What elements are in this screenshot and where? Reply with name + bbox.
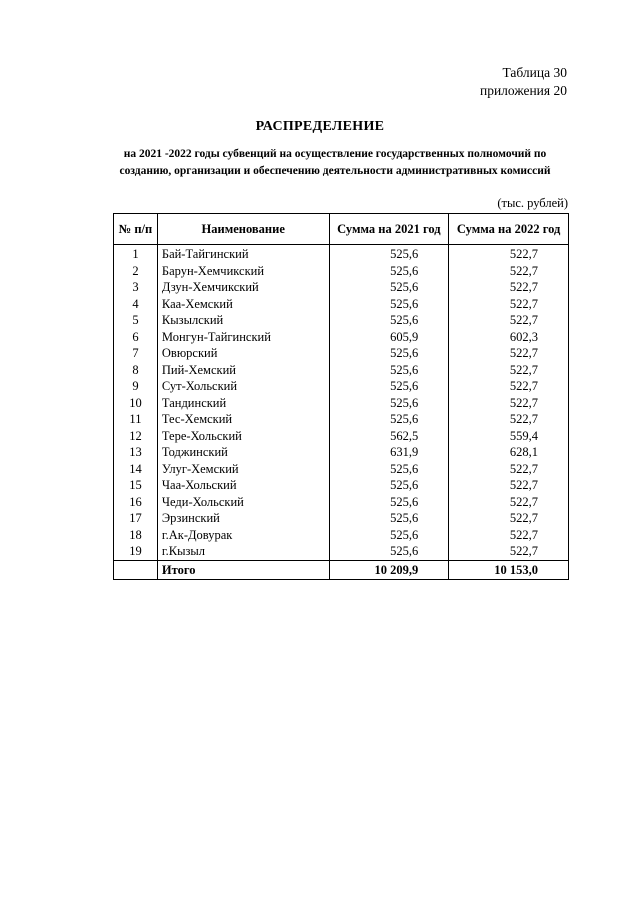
row-number: 1 bbox=[114, 245, 158, 263]
row-number: 5 bbox=[114, 312, 158, 329]
amount-2021: 525,6 bbox=[329, 362, 449, 379]
total-row bbox=[114, 560, 569, 579]
district-name: Дзун-Хемчикский bbox=[157, 279, 329, 296]
amount-2021: 562,5 bbox=[329, 428, 449, 445]
table-row bbox=[114, 411, 569, 428]
row-number: 11 bbox=[114, 411, 158, 428]
amount-2021: 525,6 bbox=[329, 494, 449, 511]
amount-2021: 525,6 bbox=[329, 378, 449, 395]
district-name: Монгун-Тайгинский bbox=[157, 329, 329, 346]
amount-2021: 525,6 bbox=[329, 263, 449, 280]
row-number: 13 bbox=[114, 444, 158, 461]
amount-2022: 522,7 bbox=[449, 245, 569, 263]
district-name: Бай-Тайгинский bbox=[157, 245, 329, 263]
amount-2022: 522,7 bbox=[449, 296, 569, 313]
table-header-row bbox=[114, 214, 569, 245]
amount-2021: 525,6 bbox=[329, 312, 449, 329]
district-name: Чаа-Хольский bbox=[157, 477, 329, 494]
amount-2021: 525,6 bbox=[329, 296, 449, 313]
district-name: Тере-Хольский bbox=[157, 428, 329, 445]
table-row bbox=[114, 345, 569, 362]
amount-2022: 522,7 bbox=[449, 263, 569, 280]
district-name: Сут-Хольский bbox=[157, 378, 329, 395]
table-row bbox=[114, 279, 569, 296]
amount-2022: 602,3 bbox=[449, 329, 569, 346]
row-number: 3 bbox=[114, 279, 158, 296]
total-label: Итого bbox=[157, 560, 329, 579]
column-header-number: № п/п bbox=[114, 214, 158, 245]
table-reference bbox=[480, 64, 567, 100]
row-number: 16 bbox=[114, 494, 158, 511]
amount-2021: 525,6 bbox=[329, 461, 449, 478]
table-row bbox=[114, 527, 569, 544]
row-number: 17 bbox=[114, 510, 158, 527]
amount-2022: 522,7 bbox=[449, 411, 569, 428]
row-number: 12 bbox=[114, 428, 158, 445]
total-2021: 10 209,9 bbox=[329, 560, 449, 579]
district-name: Пий-Хемский bbox=[157, 362, 329, 379]
document-title: РАСПРЕДЕЛЕНИЕ bbox=[255, 119, 385, 134]
district-name: Кызылский bbox=[157, 312, 329, 329]
amount-2021: 525,6 bbox=[329, 345, 449, 362]
district-name: Улуг-Хемский bbox=[157, 461, 329, 478]
row-number: 2 bbox=[114, 263, 158, 280]
amount-2022: 628,1 bbox=[449, 444, 569, 461]
amount-2021: 525,6 bbox=[329, 411, 449, 428]
row-number: 4 bbox=[114, 296, 158, 313]
amount-2022: 522,7 bbox=[449, 461, 569, 478]
amount-2021: 605,9 bbox=[329, 329, 449, 346]
total-2022: 10 153,0 bbox=[449, 560, 569, 579]
units-label: (тыс. рублей) bbox=[497, 196, 568, 210]
row-number: 9 bbox=[114, 378, 158, 395]
amount-2022: 522,7 bbox=[449, 510, 569, 527]
table-row bbox=[114, 510, 569, 527]
table-row bbox=[114, 378, 569, 395]
district-name: Тандинский bbox=[157, 395, 329, 412]
table-row bbox=[114, 428, 569, 445]
amount-2021: 525,6 bbox=[329, 477, 449, 494]
district-name: Тоджинский bbox=[157, 444, 329, 461]
table-row bbox=[114, 296, 569, 313]
district-name: г.Кызыл bbox=[157, 543, 329, 560]
table-row bbox=[114, 444, 569, 461]
amount-2021: 631,9 bbox=[329, 444, 449, 461]
row-number: 8 bbox=[114, 362, 158, 379]
table-row bbox=[114, 329, 569, 346]
amount-2021: 525,6 bbox=[329, 245, 449, 263]
table-row bbox=[114, 543, 569, 560]
amount-2022: 522,7 bbox=[449, 362, 569, 379]
row-number: 14 bbox=[114, 461, 158, 478]
column-header-2022: Сумма на 2022 год bbox=[449, 214, 569, 245]
district-name: Чеди-Хольский bbox=[157, 494, 329, 511]
district-name: Тес-Хемский bbox=[157, 411, 329, 428]
table-row bbox=[114, 263, 569, 280]
amount-2021: 525,6 bbox=[329, 279, 449, 296]
district-name: Каа-Хемский bbox=[157, 296, 329, 313]
amount-2022: 559,4 bbox=[449, 428, 569, 445]
amount-2021: 525,6 bbox=[329, 395, 449, 412]
row-number: 19 bbox=[114, 543, 158, 560]
row-number: 10 bbox=[114, 395, 158, 412]
amount-2022: 522,7 bbox=[449, 345, 569, 362]
row-number: 15 bbox=[114, 477, 158, 494]
row-number: 18 bbox=[114, 527, 158, 544]
table-row bbox=[114, 477, 569, 494]
amount-2021: 525,6 bbox=[329, 527, 449, 544]
table-row bbox=[114, 362, 569, 379]
document-subtitle: на 2021 -2022 годы субвенций на осуществление государственных полномочий по созданию, организации и обеспечению деятельности административных комиссий bbox=[119, 148, 551, 177]
table-number: Таблица 30 bbox=[502, 65, 567, 80]
amount-2022: 522,7 bbox=[449, 279, 569, 296]
amount-2022: 522,7 bbox=[449, 527, 569, 544]
row-number: 6 bbox=[114, 329, 158, 346]
table-row bbox=[114, 461, 569, 478]
appendix-number: приложения 20 bbox=[479, 83, 567, 98]
amount-2022: 522,7 bbox=[449, 543, 569, 560]
amount-2022: 522,7 bbox=[449, 477, 569, 494]
amount-2022: 522,7 bbox=[449, 312, 569, 329]
distribution-table bbox=[113, 213, 569, 580]
amount-2022: 522,7 bbox=[449, 494, 569, 511]
column-header-2021: Сумма на 2021 год bbox=[329, 214, 449, 245]
amount-2021: 525,6 bbox=[329, 543, 449, 560]
table-row bbox=[114, 494, 569, 511]
table-row bbox=[114, 245, 569, 263]
district-name: Овюрский bbox=[157, 345, 329, 362]
column-header-name: Наименование bbox=[157, 214, 329, 245]
table-row bbox=[114, 312, 569, 329]
row-number: 7 bbox=[114, 345, 158, 362]
amount-2021: 525,6 bbox=[329, 510, 449, 527]
district-name: Барун-Хемчикский bbox=[157, 263, 329, 280]
district-name: г.Ак-Довурак bbox=[157, 527, 329, 544]
total-number-cell bbox=[114, 560, 158, 579]
district-name: Эрзинский bbox=[157, 510, 329, 527]
amount-2022: 522,7 bbox=[449, 378, 569, 395]
amount-2022: 522,7 bbox=[449, 395, 569, 412]
table-row bbox=[114, 395, 569, 412]
